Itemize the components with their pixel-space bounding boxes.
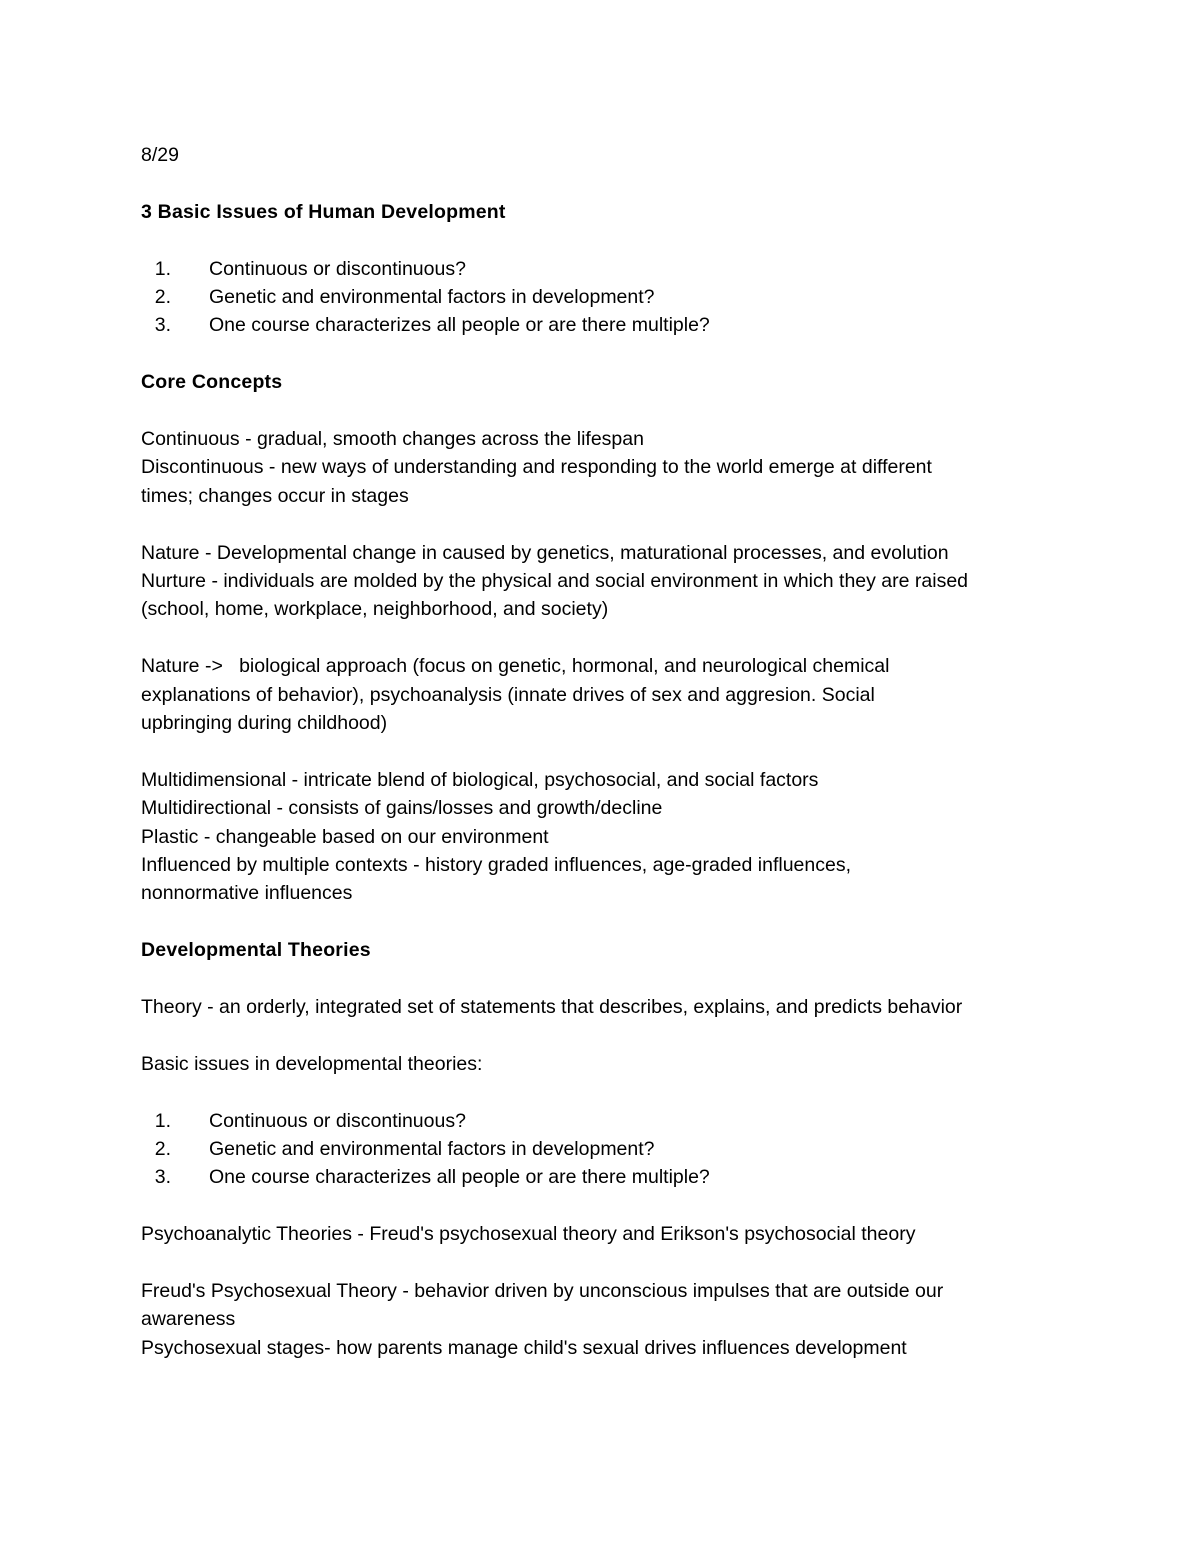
theory-issues-list [141,1107,1081,1192]
text-line: nonnormative influences [141,882,353,905]
spacer [141,1249,1081,1277]
text-line: Nurture - individuals are molded by the physical and social environment in which they are raised [141,570,969,593]
text-line: awareness [141,1308,236,1331]
section-heading-basic-issues: 3 Basic Issues of Human Development [141,200,506,223]
spacer [141,1021,1081,1049]
list-number: 3. [154,314,171,337]
text-line: explanations of behavior), psychoanalysis (innate drives of sex and aggresion. Social [141,683,875,706]
list-item [141,1163,1081,1191]
list-number: 1. [154,1109,171,1132]
text-line: Plastic - changeable based on our environment [141,825,549,848]
text-line: Nature - Developmental change in caused by genetics, maturational processes, and evolution [141,541,949,564]
spacer [141,908,1081,936]
text-line: Theory - an orderly, integrated set of statements that describes, explains, and predicts behavior [141,996,963,1019]
text-line: (school, home, workplace, neighborhood, and society) [141,598,609,621]
list-number: 2. [154,286,171,308]
list-text: Continuous or discontinuous? [209,257,466,280]
text-line: Influenced by multiple contexts - history graded influences, age-graded influences, [141,854,851,877]
text-line: Multidimensional - intricate blend of biological, psychosocial, and social factors [141,768,819,791]
list-number: 1. [154,257,171,280]
spacer [141,1078,1081,1106]
list-item [141,1107,1081,1135]
text-line: Freud's Psychosexual Theory - behavior driven by unconscious impulses that are outside our [141,1280,944,1303]
spacer [141,737,1081,765]
list-number: 3. [154,1166,171,1189]
spacer [141,340,1081,368]
spacer [141,169,1081,197]
list-item [141,311,1081,339]
list-text: Continuous or discontinuous? [209,1109,466,1132]
text-line: Basic issues in developmental theories: [141,1052,483,1075]
list-item [141,283,1081,311]
text-line: Continuous - gradual, smooth changes across the lifespan [141,428,644,450]
text-line: Psychosexual stages- how parents manage child's sexual drives influences development [141,1336,907,1359]
text-line: Multidirectional - consists of gains/losses and growth/decline [141,797,663,820]
list-item [141,1135,1081,1163]
list-text: Genetic and environmental factors in development? [209,286,655,308]
text-line: times; changes occur in stages [141,484,409,507]
date-line: 8/29 [141,144,179,166]
document-page [141,141,1081,1362]
text-line: Discontinuous - new ways of understanding and responding to the world emerge at different [141,456,932,479]
spacer [141,1192,1081,1220]
spacer [141,624,1081,652]
list-text: Genetic and environmental factors in development? [209,1138,655,1161]
list-number: 2. [154,1138,171,1161]
list-text: One course characterizes all people or are there multiple? [209,1166,710,1189]
basic-issues-list [141,255,1081,340]
text-line: Psychoanalytic Theories - Freud's psychosexual theory and Erikson's psychosocial theory [141,1223,916,1246]
section-heading-core-concepts: Core Concepts [141,371,283,394]
text-line: Nature -> biological approach (focus on genetic, hormonal, and neurological chemical [141,655,890,678]
spacer [141,510,1081,538]
list-item [141,255,1081,283]
list-text: One course characterizes all people or are there multiple? [209,314,710,337]
text-line: upbringing during childhood) [141,712,388,735]
spacer [141,397,1081,425]
spacer [141,226,1081,254]
section-heading-developmental-theories: Developmental Theories [141,939,371,962]
spacer [141,965,1081,993]
